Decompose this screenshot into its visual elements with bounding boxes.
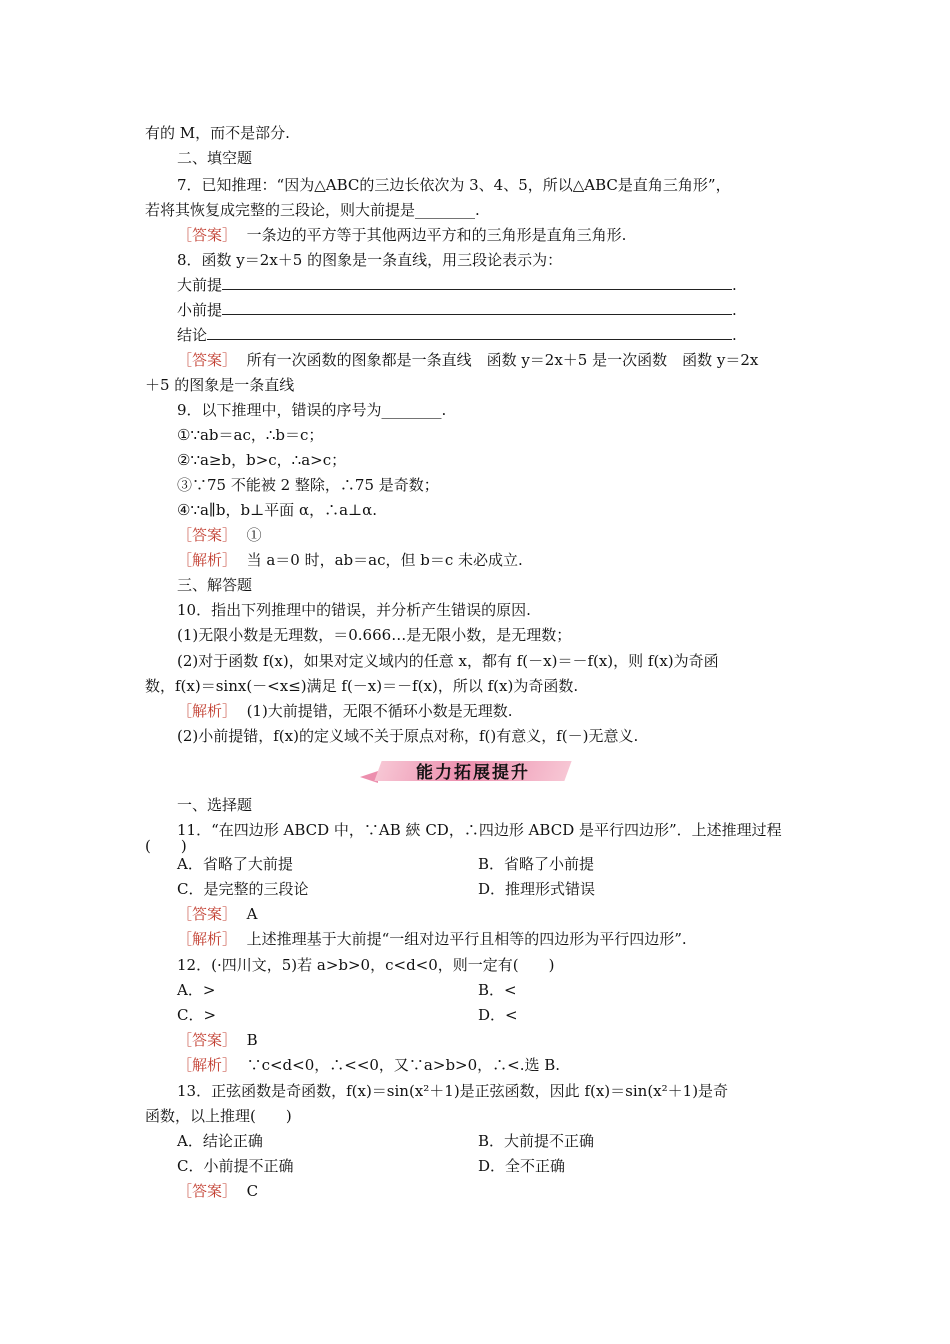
answer-7 <box>177 225 626 245</box>
question-7: 7．已知推理：“因为△ABC的三边长依次为 3、4、5，所以△ABC是直角三角形”， <box>177 176 731 194</box>
question-8: 8．函数 y＝2x＋5 的图象是一条直线，用三段论表示为： <box>177 251 563 269</box>
answer-text: 一条边的平方等于其他两边平方和的三角形是直角三角形. <box>246 226 627 244</box>
answer-label: ［答案］ <box>177 905 238 923</box>
question-11-cont: ( ) <box>145 837 187 855</box>
q8-minor-premise: 小前提 . <box>177 301 737 319</box>
question-13: 13．正弦函数是奇函数，f(x)＝sin(x²＋1)是正弦函数，因此 f(x)＝sin(x²＋1)是奇 <box>177 1082 729 1100</box>
analysis-label: ［解析］ <box>177 702 238 720</box>
answer-label: ［答案］ <box>177 526 238 544</box>
answer-label: ［答案］ <box>177 1031 238 1049</box>
answer-text: 所有一次函数的图象都是一条直线 函数 y＝2x＋5 是一次函数 函数 y＝2x <box>246 351 759 369</box>
answer-text: ① <box>246 526 262 544</box>
q8-conclusion: 结论 . <box>177 326 737 344</box>
answer-label: ［答案］ <box>177 226 238 244</box>
section-heading: 三、解答题 <box>177 576 253 594</box>
section-banner <box>378 757 568 783</box>
q9-item-1: ①∵ab＝ac，∴b＝c； <box>177 426 324 444</box>
q12-option-d: D．< <box>478 1006 518 1024</box>
answer-text: A <box>246 905 258 923</box>
analysis-text: 当 a＝0 时，ab＝ac，但 b＝c 未必成立. <box>246 551 523 569</box>
analysis-10 <box>177 701 513 721</box>
question-13-cont: 函数，以上推理( ) <box>145 1107 292 1125</box>
banner-title: 能力拓展提升 <box>416 763 530 783</box>
analysis-text: (1)大前提错，无限不循环小数是无理数. <box>246 702 513 720</box>
analysis-11 <box>177 929 687 949</box>
answer-13 <box>177 1181 258 1201</box>
q11-option-d: D．推理形式错误 <box>478 880 596 898</box>
question-11: 11．“在四边形 ABCD 中，∵AB 綊 CD，∴四边形 ABCD 是平行四边形”．上述推理过程 <box>177 821 782 839</box>
analysis-9 <box>177 550 523 570</box>
question-7-cont: 若将其恢复成完整的三段论，则大前提是________. <box>145 201 480 219</box>
q13-option-a: A．结论正确 <box>177 1132 263 1150</box>
section-heading: 一、选择题 <box>177 796 253 814</box>
q10-part-2-cont: 数，f(x)＝sinx(－<x≤)满足 f(－x)＝－f(x)，所以 f(x)为奇函数. <box>145 677 579 695</box>
q8-major-premise: 大前提 . <box>177 276 737 294</box>
section-heading: 二、填空题 <box>177 149 253 167</box>
q12-option-b: B．< <box>478 981 517 999</box>
q13-option-b: B．大前提不正确 <box>478 1132 595 1150</box>
q9-item-2: ②∵a≥b，b>c，∴a>c； <box>177 451 347 469</box>
q12-option-c: C．> <box>177 1006 217 1024</box>
answer-text: B <box>246 1031 258 1049</box>
analysis-label: ［解析］ <box>177 1056 238 1074</box>
answer-11 <box>177 904 257 924</box>
analysis-text: ∵c<d<0，∴<<0，又∵a>b>0，∴<.选 B. <box>246 1056 561 1074</box>
answer-9 <box>177 525 262 545</box>
answer-label: ［答案］ <box>177 1182 238 1200</box>
answer-8 <box>177 350 758 370</box>
q13-option-c: C．小前提不正确 <box>177 1157 294 1175</box>
q9-item-4: ④∵a∥b，b⊥平面 α，∴a⊥α. <box>177 501 378 519</box>
q9-item-3: ③∵75 不能被 2 整除，∴75 是奇数； <box>177 476 439 494</box>
q12-option-a: A．> <box>177 981 216 999</box>
q11-option-c: C．是完整的三段论 <box>177 880 309 898</box>
text-line: 有的 M，而不是部分. <box>145 124 290 142</box>
answer-8-cont: ＋5 的图象是一条直线 <box>145 376 295 394</box>
question-12: 12．(·四川文，5)若 a>b>0，c<d<0，则一定有( ) <box>177 956 555 974</box>
q11-option-b: B．省略了小前提 <box>478 855 595 873</box>
analysis-12 <box>177 1055 560 1075</box>
answer-text: C <box>246 1182 259 1200</box>
q13-option-d: D．全不正确 <box>478 1157 566 1175</box>
q11-option-a: A．省略了大前提 <box>177 855 293 873</box>
q10-part-2: (2)对于函数 f(x)，如果对定义域内的任意 x，都有 f(－x)＝－f(x)，则 f(x)为奇函 <box>177 652 719 670</box>
question-10: 10．指出下列推理中的错误，并分析产生错误的原因. <box>177 601 531 619</box>
answer-12 <box>177 1030 258 1050</box>
question-9: 9．以下推理中，错误的序号为________. <box>177 401 447 419</box>
q10-part-1: (1)无限小数是无理数，＝0.666…是无限小数，是无理数； <box>177 626 572 644</box>
answer-label: ［答案］ <box>177 351 238 369</box>
analysis-label: ［解析］ <box>177 551 238 569</box>
analysis-10-cont: (2)小前提错，f(x)的定义域不关于原点对称，f()有意义，f(－)无意义. <box>177 727 639 745</box>
analysis-label: ［解析］ <box>177 930 238 948</box>
analysis-text: 上述推理基于大前提“一组对边平行且相等的四边形为平行四边形”. <box>246 930 687 948</box>
